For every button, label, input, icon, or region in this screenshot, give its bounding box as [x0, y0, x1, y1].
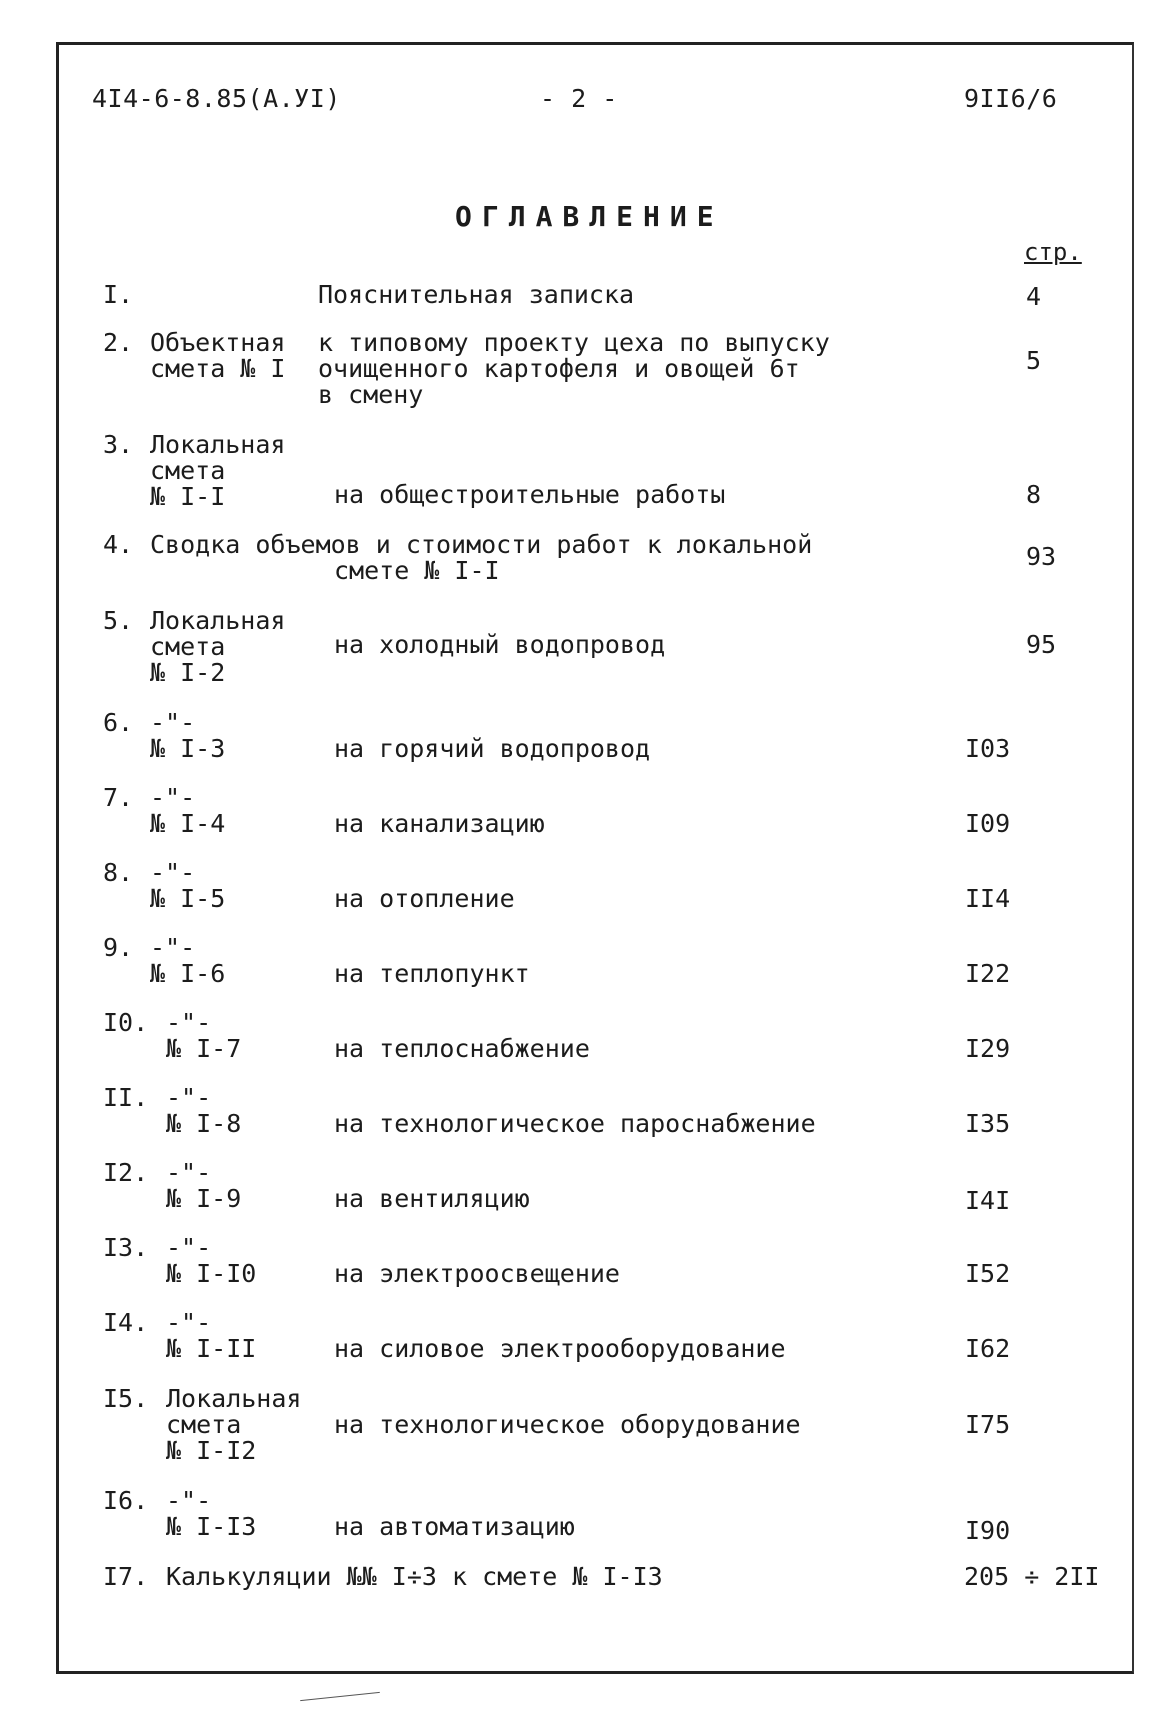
entry-label: -"- № I-I0 — [166, 1233, 257, 1288]
entry-number: 4. — [103, 530, 134, 559]
entry-number: 2. — [103, 328, 134, 357]
entry-number: I4. — [103, 1308, 149, 1337]
entry-page: 205 ÷ 2II — [964, 1562, 1100, 1591]
entry-page: 95 — [1026, 630, 1057, 659]
entry-description: смете № I-I — [334, 556, 500, 585]
entry-number: 7. — [103, 783, 134, 812]
entry-description: на канализацию — [334, 809, 545, 838]
entry-label: -"- № I-9 — [166, 1158, 242, 1213]
entry-label: -"- № I-II — [166, 1308, 257, 1363]
entry-label: Объектная смета № I — [150, 328, 286, 383]
entry-label: Локальная смета № I-2 — [150, 606, 286, 687]
entry-page: I03 — [965, 734, 1011, 763]
entry-page: 4 — [1026, 282, 1042, 311]
entry-number: I5. — [103, 1384, 149, 1413]
entry-page: 93 — [1026, 542, 1057, 571]
entry-number: I6. — [103, 1486, 149, 1515]
entry-page: I62 — [965, 1334, 1011, 1363]
page-title: ОГЛАВЛЕНИЕ — [455, 200, 724, 233]
entry-description: на теплоснабжение — [334, 1034, 590, 1063]
entry-label: -"- № I-5 — [150, 858, 226, 913]
entry-description: к типовому проекту цеха по выпуску очищенного картофеля и овощей 6т в смену — [318, 328, 830, 409]
entry-description: на общестроительные работы — [334, 480, 726, 509]
entry-number: I0. — [103, 1008, 149, 1037]
entry-page: 5 — [1026, 346, 1042, 375]
entry-label: Калькуляции №№ I÷3 к смете № I-I3 — [166, 1562, 663, 1591]
page-number: - 2 - — [540, 84, 618, 113]
document-code: 4I4-6-8.85(A.УI) — [92, 84, 341, 113]
entry-description: на электроосвещение — [334, 1259, 620, 1288]
entry-description: на технологическое оборудование — [334, 1410, 801, 1439]
entry-number: 6. — [103, 708, 134, 737]
entry-description: на технологическое пароснабжение — [334, 1109, 816, 1138]
entry-description: на отопление — [334, 884, 515, 913]
entry-number: II. — [103, 1083, 149, 1112]
entry-number: 5. — [103, 606, 134, 635]
entry-description: на вентиляцию — [334, 1184, 530, 1213]
sheet-code: 9II6/6 — [964, 84, 1058, 113]
entry-page: I90 — [965, 1516, 1011, 1545]
entry-label: -"- № I-7 — [166, 1008, 242, 1063]
entry-page: I4I — [965, 1186, 1011, 1215]
entry-number: I3. — [103, 1233, 149, 1262]
entry-description: на холодный водопровод — [334, 630, 666, 659]
entry-page: 8 — [1026, 480, 1042, 509]
entry-description: на теплопункт — [334, 959, 530, 988]
entry-number: I2. — [103, 1158, 149, 1187]
entry-description: на автоматизацию — [334, 1512, 575, 1541]
entry-label: Сводка объемов и стоимости работ к локальной — [150, 530, 813, 559]
entry-label: -"- № I-8 — [166, 1083, 242, 1138]
entry-description: Пояснительная записка — [318, 280, 635, 309]
entry-page: I22 — [965, 959, 1011, 988]
entry-page: I35 — [965, 1109, 1011, 1138]
pen-mark — [300, 1692, 380, 1701]
entry-number: 9. — [103, 933, 134, 962]
entry-description: на горячий водопровод — [334, 734, 651, 763]
entry-description: на силовое электрооборудование — [334, 1334, 786, 1363]
entry-page: II4 — [965, 884, 1011, 913]
entry-page: I52 — [965, 1259, 1011, 1288]
entry-page: I75 — [965, 1410, 1011, 1439]
entry-number: 8. — [103, 858, 134, 887]
page-column-label: стр. — [1024, 238, 1082, 266]
entry-number: 3. — [103, 430, 134, 459]
entry-number: I7. — [103, 1562, 149, 1591]
entry-number: I. — [103, 280, 134, 309]
entry-page: I29 — [965, 1034, 1011, 1063]
entry-label: -"- № I-6 — [150, 933, 226, 988]
entry-label: Локальная смета № I-I2 — [166, 1384, 302, 1465]
entry-label: -"- № I-4 — [150, 783, 226, 838]
entry-label: -"- № I-I3 — [166, 1486, 257, 1541]
entry-label: -"- № I-3 — [150, 708, 226, 763]
entry-label: Локальная смета № I-I — [150, 430, 286, 511]
entry-page: I09 — [965, 809, 1011, 838]
